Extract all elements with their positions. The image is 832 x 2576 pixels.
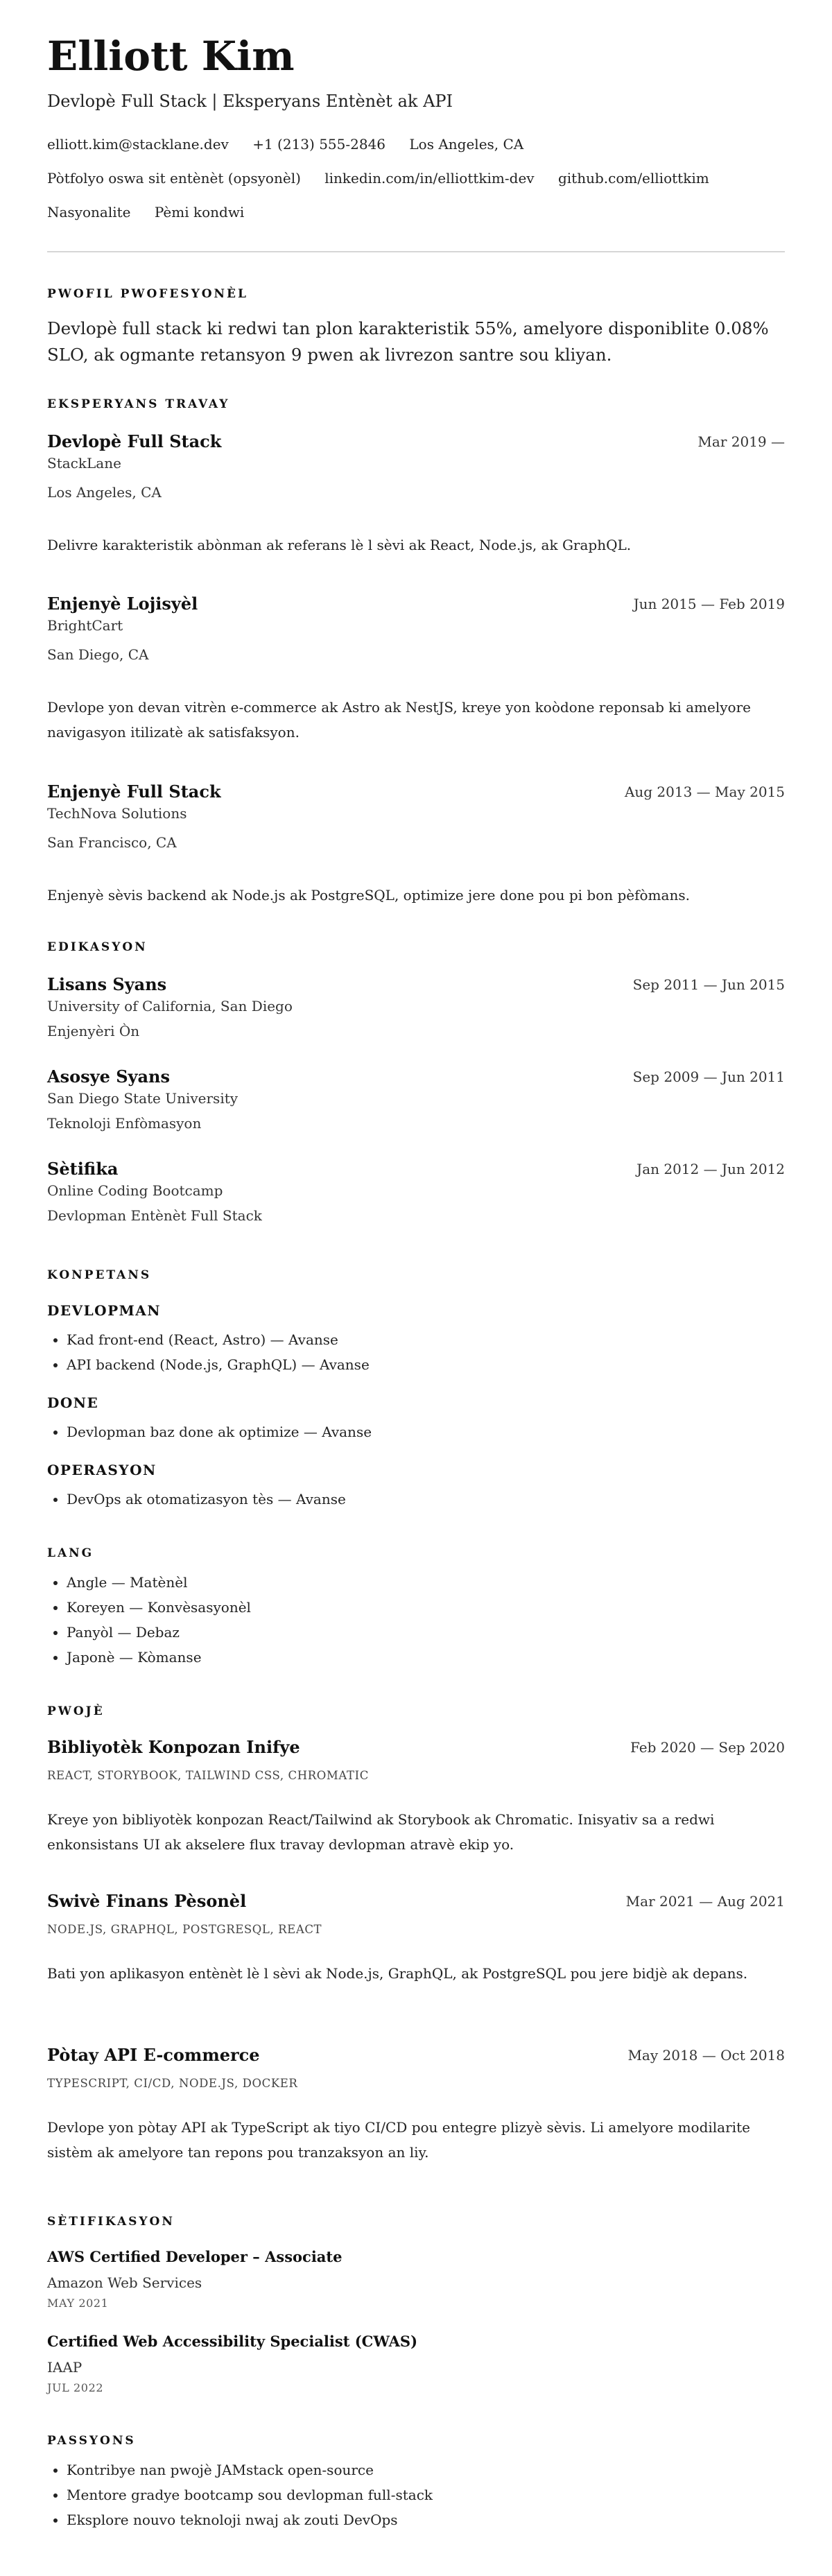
degree: Asosye Syans — [47, 1066, 171, 1087]
skill-group-title: OPERASYON — [47, 1462, 157, 1478]
contact-nationality: Nasyonalite — [47, 204, 131, 221]
school: University of California, San Diego — [47, 998, 293, 1014]
school: Online Coding Bootcamp — [47, 1182, 223, 1199]
section-title-interests: PASSYONS — [47, 2434, 136, 2448]
project-description: Kreye yon bibliyotèk konpozan React/Tailwind ak Storybook ak Chromatic. Inisyativ sa a redwi enkonsistans UI ak akselere flux travay devlopman atravè ekip yo. — [47, 1811, 715, 1853]
job-title: Enjenyè Lojisyèl — [47, 594, 198, 614]
skill-item: • Kad front-end (React, Astro) — Avanse — [67, 1327, 370, 1352]
language-item: • Koreyen — Konvèsasyonèl — [67, 1595, 251, 1620]
section-title-projects: PWOJÈ — [47, 1704, 105, 1718]
experience-item — [47, 594, 785, 745]
certification-issuer: Amazon Web Services — [47, 2274, 202, 2291]
contact-row-2 — [47, 170, 729, 187]
contact-linkedin[interactable]: linkedin.com/in/elliottkim-dev — [324, 170, 535, 187]
job-dates: Aug 2013 — May 2015 — [624, 784, 785, 800]
job-location: San Diego, CA — [47, 646, 149, 663]
contact-email[interactable]: elliott.kim@stacklane.dev — [47, 136, 229, 153]
skill-list — [47, 1327, 370, 1377]
project-dates: Mar 2021 — Aug 2021 — [625, 1893, 785, 1910]
job-dates: Mar 2019 — — [697, 433, 785, 450]
skill-group-title: DONE — [47, 1394, 99, 1411]
project-tags: REACT, STORYBOOK, TAILWIND CSS, CHROMATIC — [47, 1769, 369, 1782]
certification-name: Certified Web Accessibility Specialist (CWAS) — [47, 2333, 418, 2350]
contact-row-1 — [47, 136, 543, 153]
language-item: • Angle — Matènèl — [67, 1570, 251, 1595]
project-tags: TYPESCRIPT, CI/CD, NODE.JS, DOCKER — [47, 2077, 298, 2090]
contact-location: Los Angeles, CA — [409, 136, 524, 153]
degree: Lisans Syans — [47, 974, 167, 994]
headline: Devlopè Full Stack | Eksperyans Entènèt ak API — [47, 92, 453, 111]
education-item — [47, 974, 785, 1042]
contact-phone[interactable]: +1 (213) 555-2846 — [252, 136, 386, 153]
section-title-summary: PWOFIL PWOFESYONÈL — [47, 287, 248, 301]
job-company: StackLane — [47, 455, 121, 472]
skill-item: • DevOps ak otomatizasyon tès — Avanse — [67, 1487, 346, 1512]
section-title-skills: KONPETANS — [47, 1268, 152, 1282]
job-location: Los Angeles, CA — [47, 484, 162, 501]
education-dates: Jan 2012 — Jun 2012 — [636, 1161, 785, 1177]
job-description: Devlope yon devan vitrèn e-commerce ak Astro ak NestJS, kreye yon koòdone reponsab ki amelyore navigasyon itilizatè ak satisfaksyon. — [47, 699, 751, 741]
certification-issuer: IAAP — [47, 2359, 83, 2376]
certification-date: MAY 2021 — [47, 2297, 109, 2310]
job-title: Devlopè Full Stack — [47, 431, 222, 451]
field-of-study: Enjenyèri Òn — [47, 1023, 140, 1039]
contact-license: Pèmi kondwi — [154, 204, 245, 221]
section-title-education: EDIKASYON — [47, 940, 148, 954]
contact-row-3 — [47, 204, 263, 221]
contact-portfolio[interactable]: Pòtfolyo oswa sit entènèt (opsyonèl) — [47, 170, 301, 187]
skill-item: • Devlopman baz done ak optimize — Avanse — [67, 1419, 372, 1444]
section-title-languages: LANG — [47, 1546, 94, 1560]
job-company: BrightCart — [47, 617, 123, 634]
project-item — [47, 1737, 785, 1857]
school: San Diego State University — [47, 1090, 239, 1107]
project-description: Devlope yon pòtay API ak TypeScript ak tiyo CI/CD pou entegre plizyè sèvis. Li amelyore modilarite sistèm ak amelyore tan repons pou tranzaksyon an liy. — [47, 2119, 750, 2161]
project-tags: NODE.JS, GRAPHQL, POSTGRESQL, REACT — [47, 1923, 322, 1936]
education-dates: Sep 2011 — Jun 2015 — [632, 976, 785, 993]
experience-item — [47, 781, 785, 908]
experience-item — [47, 431, 785, 557]
section-title-certifications: SÈTIFIKASYON — [47, 2215, 175, 2229]
project-description: Bati yon aplikasyon entènèt lè l sèvi ak Node.js, GraphQL, ak PostgreSQL pou jere bidjè ak depans. — [47, 1965, 748, 1982]
interest-item: • Mentore gradye bootcamp sou devlopman full-stack — [67, 2482, 433, 2507]
certification-name: AWS Certified Developer – Associate — [47, 2248, 343, 2265]
education-item — [47, 1066, 785, 1134]
candidate-name: Elliott Kim — [47, 33, 295, 80]
language-item: • Japonè — Kòmanse — [67, 1645, 251, 1670]
job-dates: Jun 2015 — Feb 2019 — [633, 596, 785, 612]
education-dates: Sep 2009 — Jun 2011 — [632, 1069, 785, 1085]
interest-list — [47, 2457, 433, 2532]
header-divider — [47, 251, 785, 252]
project-name: Pòtay API E-commerce — [47, 2045, 260, 2065]
project-name: Bibliyotèk Konpozan Inifye — [47, 1737, 300, 1757]
project-name: Swivè Finans Pèsonèl — [47, 1891, 247, 1911]
project-dates: May 2018 — Oct 2018 — [627, 2047, 785, 2064]
certification-item — [47, 2331, 785, 2396]
job-location: San Francisco, CA — [47, 834, 177, 851]
interest-item: • Eksplore nouvo teknoloji nwaj ak zouti DevOps — [67, 2507, 433, 2532]
job-company: TechNova Solutions — [47, 805, 187, 822]
certification-item — [47, 2247, 785, 2312]
job-description: Delivre karakteristik abònman ak referans lè l sèvi ak React, Node.js, ak GraphQL. — [47, 537, 632, 553]
skill-list — [47, 1419, 372, 1444]
language-item: • Panyòl — Debaz — [67, 1620, 251, 1645]
education-item — [47, 1159, 785, 1227]
job-title: Enjenyè Full Stack — [47, 781, 221, 802]
skill-item: • API backend (Node.js, GraphQL) — Avanse — [67, 1352, 370, 1377]
project-dates: Feb 2020 — Sep 2020 — [630, 1739, 785, 1756]
interest-item: • Kontribye nan pwojè JAMstack open-source — [67, 2457, 433, 2482]
skill-list — [47, 1487, 346, 1512]
summary-text: Devlopè full stack ki redwi tan plon karakteristik 55%, amelyore disponiblite 0.08% SLO, ak ogmante retansyon 9 pwen ak livrezon santre sou kliyan. — [47, 318, 769, 365]
contact-github[interactable]: github.com/elliottkim — [557, 170, 709, 187]
project-item — [47, 1891, 785, 1986]
certification-date: JUL 2022 — [47, 2381, 104, 2394]
project-item — [47, 2045, 785, 2165]
degree: Sètifika — [47, 1159, 119, 1179]
language-list — [47, 1570, 251, 1670]
job-description: Enjenyè sèvis backend ak Node.js ak PostgreSQL, optimize jere done pou pi bon pèfòmans. — [47, 887, 690, 904]
field-of-study: Devlopman Entènèt Full Stack — [47, 1207, 262, 1224]
field-of-study: Teknoloji Enfòmasyon — [47, 1115, 202, 1132]
skill-group-title: DEVLOPMAN — [47, 1302, 162, 1319]
section-title-experience: EKSPERYANS TRAVAY — [47, 397, 230, 411]
